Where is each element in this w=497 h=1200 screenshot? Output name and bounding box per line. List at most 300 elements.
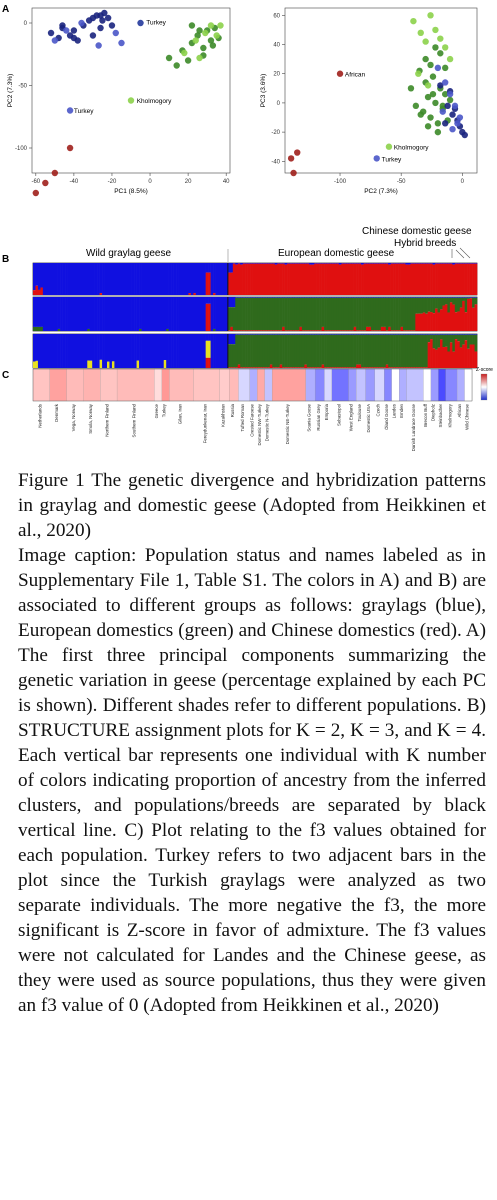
ancestry-bar-segment <box>240 265 243 295</box>
figure-title: Figure 1 The genetic divergence and hybridization patterns in graylag and domestic geese (Adopted from Heikkinen et al., 2020) <box>18 470 486 541</box>
ancestry-bar-segment <box>408 367 411 368</box>
ancestry-bar-segment <box>341 334 344 335</box>
f3-population-cell <box>407 369 424 401</box>
ancestry-bar-segment <box>339 335 342 368</box>
ancestry-bar-segment <box>455 298 458 313</box>
ancestry-bar-segment <box>344 264 347 295</box>
population-label: Russian Grey <box>315 404 321 431</box>
ancestry-bar-segment <box>122 263 125 295</box>
ancestry-bar-segment <box>415 335 418 368</box>
ancestry-bar-segment <box>87 360 90 368</box>
ancestry-bar-segment <box>270 298 273 331</box>
ancestry-bar-segment <box>312 298 315 331</box>
ancestry-bar-segment <box>356 365 359 368</box>
ancestry-bar-segment <box>191 263 194 295</box>
ancestry-bar-segment <box>299 335 302 368</box>
ancestry-bar-segment <box>462 263 465 264</box>
ancestry-bar-segment <box>322 298 325 327</box>
ancestry-bar-segment <box>109 334 112 368</box>
ancestry-bar-segment <box>349 298 352 331</box>
data-point <box>449 126 455 132</box>
ancestry-bar-segment <box>102 334 105 368</box>
data-point <box>208 22 214 28</box>
data-point <box>442 65 448 71</box>
ancestry-bar-segment <box>35 297 38 327</box>
ancestry-bar-segment <box>455 334 458 335</box>
ancestry-bar-segment <box>470 263 473 264</box>
ancestry-bar-segment <box>339 334 342 335</box>
ancestry-bar-segment <box>250 334 253 335</box>
ancestry-bar-segment <box>314 297 317 298</box>
ancestry-bar-segment <box>233 263 236 264</box>
ancestry-bar-segment <box>97 263 100 295</box>
ancestry-bar-segment <box>267 297 270 298</box>
ancestry-bar-segment <box>423 297 426 298</box>
ancestry-bar-segment <box>415 367 418 368</box>
ancestry-bar-segment <box>403 330 406 331</box>
ancestry-bar-segment <box>55 297 58 331</box>
ancestry-bar-segment <box>366 263 369 264</box>
ancestry-bar-segment <box>240 335 243 368</box>
ancestry-bar-segment <box>280 335 283 365</box>
ancestry-bar-segment <box>265 367 268 368</box>
ancestry-bar-segment <box>364 335 367 368</box>
ancestry-bar-segment <box>413 334 416 335</box>
ancestry-bar-segment <box>314 335 317 368</box>
data-point <box>71 35 77 41</box>
ancestry-bar-segment <box>341 297 344 298</box>
ancestry-bar-segment <box>403 335 406 368</box>
ancestry-bar-segment <box>240 330 243 331</box>
ancestry-bar-segment <box>401 264 404 295</box>
ancestry-bar-segment <box>166 263 169 295</box>
ancestry-bar-segment <box>430 312 433 331</box>
ancestry-bar-segment <box>245 297 248 298</box>
ancestry-bar-segment <box>331 297 334 298</box>
ancestry-bar-segment <box>457 311 460 331</box>
ancestry-bar-segment <box>33 297 36 327</box>
ancestry-bar-segment <box>322 327 325 331</box>
ancestry-bar-segment <box>272 335 275 368</box>
ancestry-bar-segment <box>470 264 473 295</box>
ancestry-bar-segment <box>117 263 120 295</box>
ancestry-bar-segment <box>442 298 445 306</box>
ancestry-bar-segment <box>428 297 431 298</box>
ancestry-bar-segment <box>235 335 238 368</box>
ancestry-bar-segment <box>250 264 253 295</box>
ancestry-bar-segment <box>405 265 408 295</box>
ancestry-bar-segment <box>393 263 396 264</box>
ancestry-bar-segment <box>176 334 179 368</box>
data-point <box>288 155 294 161</box>
ancestry-bar-segment <box>329 335 332 368</box>
ancestry-bar-segment <box>371 264 374 295</box>
ancestry-bar-segment <box>179 297 182 331</box>
ancestry-bar-segment <box>267 334 270 335</box>
ancestry-bar-segment <box>472 263 475 264</box>
ancestry-bar-segment <box>245 334 248 335</box>
ancestry-bar-segment <box>420 367 423 368</box>
ancestry-bar-segment <box>208 358 211 368</box>
ancestry-bar-segment <box>240 297 243 298</box>
ancestry-bar-segment <box>307 297 310 298</box>
ancestry-bar-segment <box>341 264 344 295</box>
ancestry-bar-segment <box>356 263 359 264</box>
ancestry-bar-segment <box>255 263 258 264</box>
ancestry-bar-segment <box>403 297 406 298</box>
ancestry-bar-segment <box>418 314 421 331</box>
ancestry-bar-segment <box>262 335 265 368</box>
ancestry-bar-segment <box>166 329 169 331</box>
ancestry-bar-segment <box>277 263 280 264</box>
ancestry-bar-segment <box>430 298 433 312</box>
population-label: Southern Finland <box>131 404 137 438</box>
ancestry-bar-segment <box>213 263 216 293</box>
data-point <box>217 22 223 28</box>
ancestry-bar-segment <box>413 298 416 331</box>
ancestry-bar-segment <box>112 334 115 361</box>
ancestry-bar-segment <box>257 298 260 331</box>
ancestry-bar-segment <box>38 327 41 331</box>
ancestry-bar-segment <box>433 335 436 349</box>
ancestry-bar-segment <box>299 327 302 331</box>
ancestry-bar-segment <box>255 330 258 331</box>
ancestry-bar-segment <box>248 297 251 298</box>
ancestry-bar-segment <box>134 297 137 331</box>
ancestry-bar-segment <box>213 329 216 331</box>
ancestry-bar-segment <box>361 367 364 368</box>
ancestry-bar-segment <box>149 334 152 368</box>
ancestry-bar-segment <box>373 298 376 331</box>
data-point <box>447 91 453 97</box>
ancestry-bar-segment <box>346 298 349 331</box>
ancestry-bar-segment <box>211 297 214 331</box>
ancestry-bar-segment <box>75 334 78 368</box>
ancestry-bar-segment <box>68 334 71 368</box>
ancestry-bar-segment <box>193 334 196 368</box>
ancestry-bar-segment <box>137 263 140 295</box>
ancestry-bar-segment <box>233 297 236 307</box>
ancestry-bar-segment <box>440 298 443 310</box>
population-label: Landes <box>391 404 397 419</box>
ancestry-bar-segment <box>452 297 455 298</box>
panel-a-label: A <box>2 4 10 15</box>
ancestry-bar-segment <box>151 263 154 295</box>
ancestry-bar-segment <box>262 297 265 298</box>
ancestry-bar-segment <box>169 297 172 331</box>
ancestry-bar-segment <box>151 297 154 331</box>
ancestry-bar-segment <box>80 263 83 295</box>
ancestry-bar-segment <box>97 334 100 368</box>
ancestry-bar-segment <box>373 330 376 331</box>
ancestry-bar-segment <box>452 335 455 352</box>
ancestry-bar-segment <box>364 297 367 298</box>
ancestry-bar-segment <box>304 330 307 331</box>
ancestry-bar-segment <box>280 365 283 368</box>
ancestry-bar-segment <box>376 334 379 335</box>
ancestry-bar-segment <box>408 334 411 335</box>
ancestry-bar-segment <box>45 297 48 331</box>
ancestry-bar-segment <box>297 330 300 331</box>
ancestry-bar-segment <box>248 367 251 368</box>
ancestry-bar-segment <box>151 334 154 368</box>
ancestry-bar-segment <box>457 264 460 295</box>
ancestry-bar-segment <box>72 334 75 368</box>
population-label: Scania Goose <box>306 404 312 432</box>
ancestry-bar-segment <box>368 334 371 335</box>
ancestry-bar-segment <box>378 263 381 264</box>
ancestry-bar-segment <box>435 350 438 368</box>
data-point <box>337 71 343 77</box>
ancestry-bar-segment <box>243 297 246 298</box>
population-label: Brecon Buff <box>423 404 429 427</box>
f3-population-cell <box>100 369 117 401</box>
ancestry-bar-segment <box>105 263 108 295</box>
ancestry-bar-segment <box>405 367 408 368</box>
ancestry-bar-segment <box>302 330 305 331</box>
ancestry-bar-segment <box>142 263 145 295</box>
ancestry-bar-segment <box>425 314 428 331</box>
ancestry-bar-segment <box>139 329 142 331</box>
ancestry-bar-segment <box>70 334 73 368</box>
population-label: Toulouse <box>356 404 362 422</box>
ancestry-bar-segment <box>290 334 293 335</box>
ancestry-bar-segment <box>472 298 475 308</box>
y-tick-label: -100 <box>14 146 27 152</box>
ancestry-bar-segment <box>344 297 347 298</box>
ancestry-bar-segment <box>327 330 330 331</box>
ancestry-bar-segment <box>415 297 418 298</box>
ancestry-bar-segment <box>122 334 125 368</box>
ancestry-bar-segment <box>442 334 445 335</box>
ancestry-bar-segment <box>410 298 413 331</box>
y-tick-label: -20 <box>271 130 280 137</box>
ancestry-bar-segment <box>428 298 431 312</box>
ancestry-bar-segment <box>462 335 465 345</box>
ancestry-bar-segment <box>282 334 285 335</box>
ancestry-bar-segment <box>114 297 117 331</box>
y-tick-label: 0 <box>23 21 27 27</box>
ancestry-bar-segment <box>174 297 177 331</box>
ancestry-bar-segment <box>393 335 396 368</box>
data-point <box>435 129 441 135</box>
ancestry-bar-segment <box>275 298 278 331</box>
ancestry-bar-segment <box>262 367 265 368</box>
ancestry-bar-segment <box>462 345 465 368</box>
ancestry-bar-segment <box>299 367 302 368</box>
ancestry-bar-segment <box>299 298 302 327</box>
ancestry-bar-segment <box>364 264 367 295</box>
ancestry-bar-segment <box>371 298 374 331</box>
ancestry-bar-segment <box>418 263 421 264</box>
ancestry-bar-segment <box>119 297 122 331</box>
ancestry-bar-segment <box>181 263 184 295</box>
f3-population-cell <box>257 369 265 401</box>
ancestry-bar-segment <box>349 335 352 368</box>
ancestry-bar-segment <box>218 297 221 331</box>
ancestry-bar-segment <box>33 327 36 331</box>
ancestry-bar-segment <box>430 263 433 264</box>
f3-population-cell <box>83 369 100 401</box>
ancestry-bar-segment <box>455 263 458 264</box>
population-label: Tufted Roman <box>240 404 246 432</box>
ancestry-bar-segment <box>428 334 431 335</box>
f3-population-cell <box>154 369 162 401</box>
ancestry-bar-segment <box>238 330 241 331</box>
ancestry-bar-segment <box>428 264 431 295</box>
ancestry-bar-segment <box>233 307 236 330</box>
ancestry-bar-segment <box>240 334 243 335</box>
ancestry-bar-segment <box>462 264 465 295</box>
ancestry-bar-segment <box>38 297 41 327</box>
data-point <box>67 107 73 113</box>
ancestry-bar-segment <box>398 335 401 368</box>
data-point <box>196 55 202 61</box>
ancestry-bar-segment <box>371 330 374 331</box>
ancestry-bar-segment <box>388 297 391 298</box>
ancestry-bar-segment <box>346 297 349 298</box>
ancestry-bar-segment <box>356 330 359 331</box>
ancestry-bar-segment <box>38 290 41 295</box>
ancestry-bar-segment <box>238 298 241 331</box>
ancestry-bar-segment <box>475 335 478 352</box>
ancestry-bar-segment <box>253 330 256 331</box>
ancestry-bar-segment <box>381 327 384 331</box>
ancestry-bar-segment <box>235 334 238 335</box>
data-point <box>425 82 431 88</box>
ancestry-bar-segment <box>368 335 371 368</box>
ancestry-bar-segment <box>396 330 399 331</box>
ancestry-bar-segment <box>100 360 103 368</box>
ancestry-bar-segment <box>386 263 389 264</box>
ancestry-bar-segment <box>381 367 384 368</box>
ancestry-bar-segment <box>312 335 315 368</box>
f3-population-cell <box>384 369 392 401</box>
ancestry-bar-segment <box>396 334 399 335</box>
ancestry-bar-segment <box>465 340 468 368</box>
ancestry-bar-segment <box>294 263 297 264</box>
ancestry-bar-segment <box>359 263 362 264</box>
ancestry-bar-segment <box>132 297 135 331</box>
population-label: Denmark <box>54 404 60 422</box>
ancestry-bar-segment <box>208 334 211 341</box>
ancestry-bar-segment <box>462 334 465 335</box>
ancestry-bar-segment <box>393 330 396 331</box>
ancestry-bar-segment <box>294 297 297 298</box>
ancestry-bar-segment <box>452 265 455 295</box>
ancestry-bar-segment <box>164 334 167 360</box>
ancestry-bar-segment <box>447 335 450 352</box>
data-point <box>427 114 433 120</box>
ancestry-bar-segment <box>438 313 441 331</box>
ancestry-bar-segment <box>433 298 436 313</box>
ancestry-bar-segment <box>124 334 127 368</box>
ancestry-bar-segment <box>216 334 219 368</box>
ancestry-bar-segment <box>383 335 386 368</box>
ancestry-bar-segment <box>235 263 238 265</box>
ancestry-bar-segment <box>341 263 344 264</box>
population-label: Danish Landrace Goose <box>411 404 417 452</box>
ancestry-bar-segment <box>230 344 233 367</box>
ancestry-bar-segment <box>294 367 297 368</box>
ancestry-bar-segment <box>403 334 406 335</box>
f3-population-cell <box>356 369 366 401</box>
ancestry-bar-segment <box>139 297 142 329</box>
ancestry-bar-segment <box>373 264 376 295</box>
ancestry-bar-segment <box>425 264 428 295</box>
ancestry-bar-segment <box>364 263 367 264</box>
ancestry-bar-segment <box>166 297 169 329</box>
ancestry-bar-segment <box>230 263 233 273</box>
ancestry-bar-segment <box>253 367 256 368</box>
ancestry-bar-segment <box>267 264 270 295</box>
ancestry-bar-segment <box>297 264 300 295</box>
ancestry-bar-segment <box>292 298 295 331</box>
data-point <box>294 149 300 155</box>
ancestry-bar-segment <box>233 330 236 331</box>
ancestry-bar-segment <box>290 263 293 264</box>
ancestry-bar-segment <box>186 334 189 368</box>
ancestry-bar-segment <box>309 297 312 298</box>
y-tick-label: 0 <box>276 100 280 107</box>
ancestry-bar-segment <box>297 335 300 368</box>
ancestry-bar-segment <box>270 264 273 295</box>
ancestry-bar-segment <box>465 335 468 341</box>
f3-population-cell <box>238 369 249 401</box>
ancestry-bar-segment <box>467 349 470 368</box>
ancestry-bar-segment <box>373 367 376 368</box>
ancestry-bar-segment <box>285 298 288 331</box>
ancestry-bar-segment <box>423 367 426 368</box>
ancestry-bar-segment <box>423 313 426 331</box>
ancestry-bar-segment <box>230 297 233 307</box>
ancestry-bar-segment <box>475 334 478 335</box>
ancestry-bar-segment <box>277 334 280 335</box>
ancestry-bar-segment <box>144 297 147 331</box>
ancestry-bar-segment <box>393 334 396 335</box>
ancestry-bar-segment <box>472 297 475 298</box>
ancestry-bar-segment <box>346 335 349 368</box>
ancestry-bar-segment <box>442 263 445 264</box>
ancestry-bar-segment <box>410 330 413 331</box>
ancestry-bar-segment <box>447 264 450 295</box>
ancestry-bar-segment <box>253 298 256 331</box>
ancestry-bar-segment <box>50 334 53 368</box>
ancestry-bar-segment <box>119 334 122 368</box>
data-point <box>447 97 453 103</box>
ancestry-bar-segment <box>253 334 256 335</box>
ancestry-bar-segment <box>198 334 201 368</box>
y-axis-label: PC3 (3.6%) <box>260 73 267 108</box>
data-point <box>442 120 448 126</box>
ancestry-bar-segment <box>475 298 478 305</box>
ancestry-bar-segment <box>396 297 399 298</box>
ancestry-bar-segment <box>223 263 226 295</box>
ancestry-bar-segment <box>371 334 374 335</box>
ancestry-bar-segment <box>351 334 354 335</box>
f3-population-cell <box>465 369 473 401</box>
ancestry-bar-segment <box>193 263 196 293</box>
ancestry-bar-segment <box>58 334 61 368</box>
ancestry-bar-segment <box>442 297 445 298</box>
ancestry-bar-segment <box>351 297 354 298</box>
population-label: Vega, Norway <box>71 404 77 432</box>
ancestry-bar-segment <box>391 298 394 331</box>
ancestry-bar-segment <box>312 334 315 335</box>
ancestry-bar-segment <box>248 330 251 331</box>
ancestry-bar-segment <box>423 263 426 264</box>
ancestry-bar-segment <box>235 298 238 331</box>
